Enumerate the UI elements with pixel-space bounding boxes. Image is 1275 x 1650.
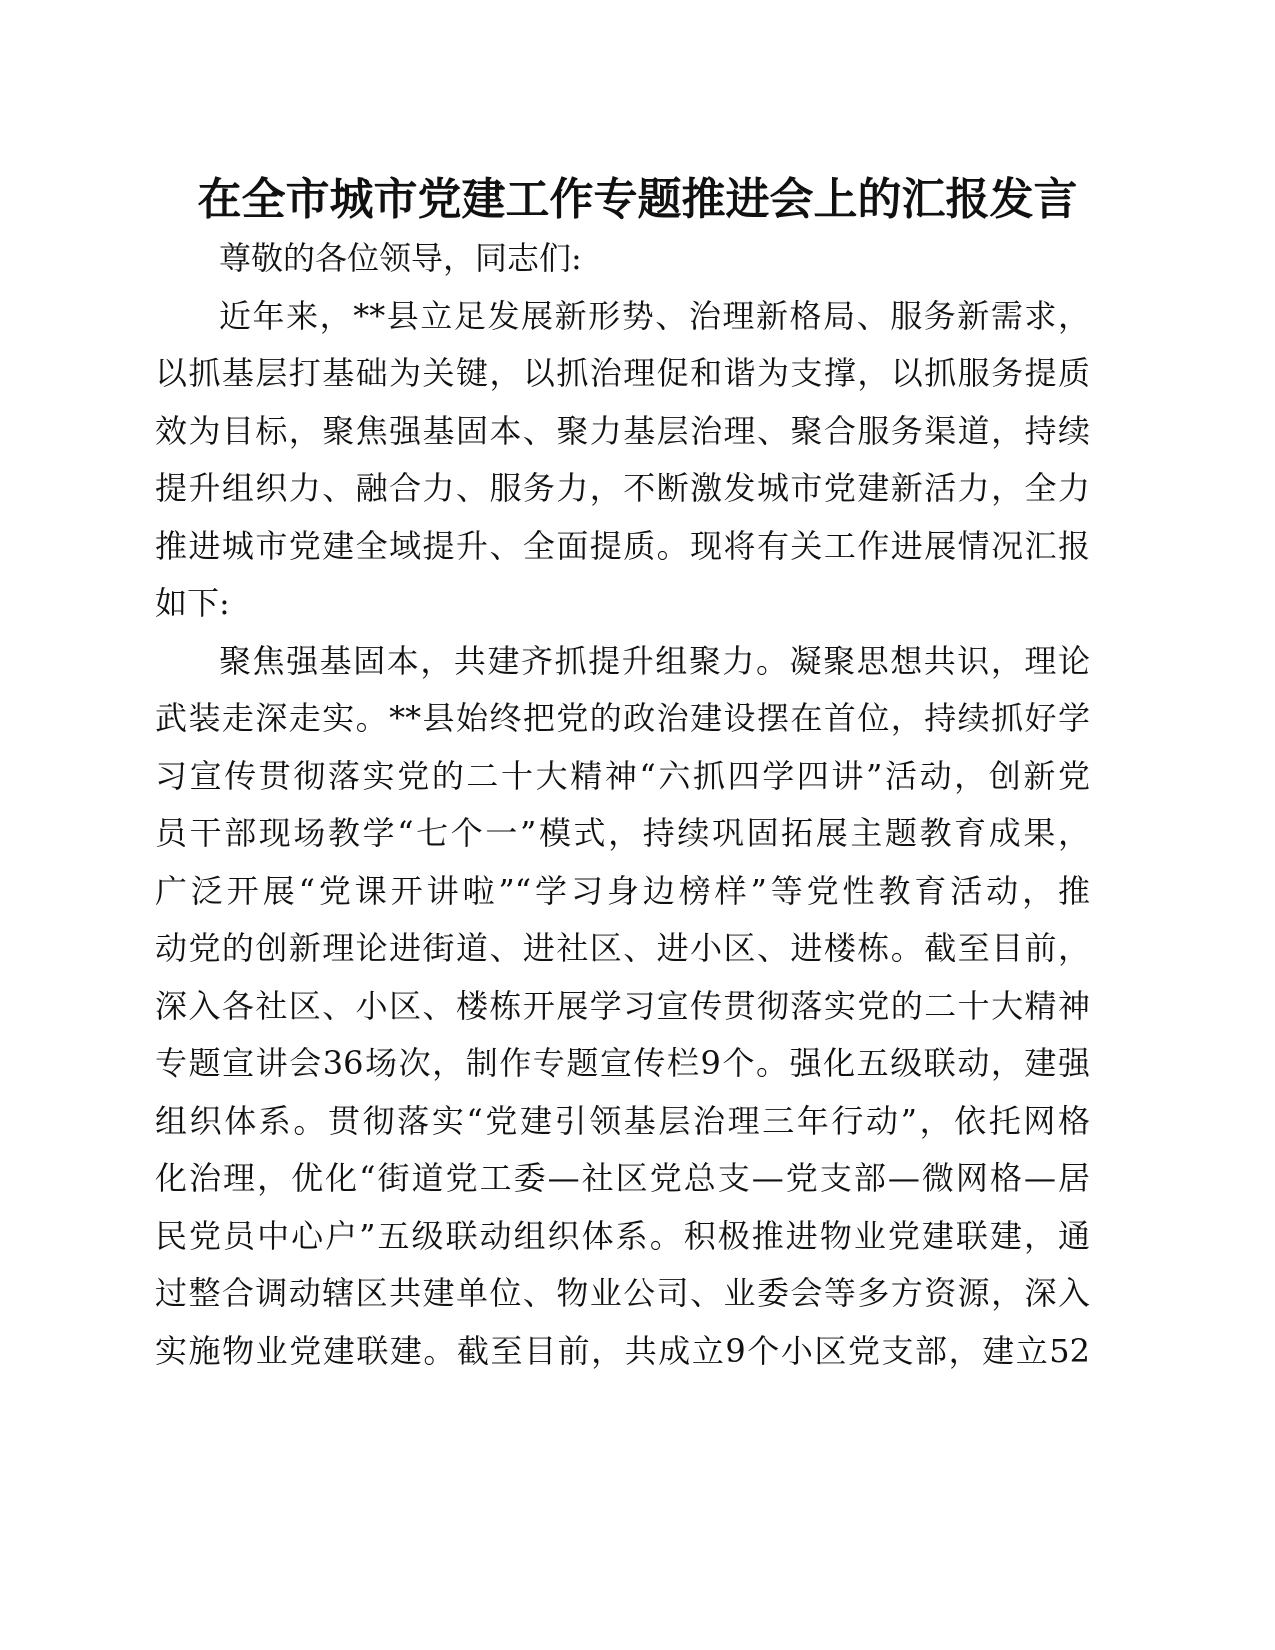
paragraph-line: 广泛开展“党课开讲啦”“学习身边榜样”等党性教育活动，推 <box>155 871 1090 910</box>
paragraph-line: 专题宣讲会36场次，制作专题宣传栏9个。强化五级联动，建强 <box>155 1044 1090 1082</box>
document-title: 在全市城市党建工作专题推进会上的汇报发言 <box>197 174 1078 225</box>
paragraph-line: 尊敬的各位领导，同志们: <box>219 239 582 277</box>
paragraph-line: 近年来，**县立足发展新形势、治理新格局、服务新需求， <box>219 296 1090 335</box>
paragraph-line: 如下: <box>155 584 230 622</box>
paragraph-line: 化治理，优化“街道党工委—社区党总支—党支部—微网格—居 <box>155 1159 1090 1197</box>
paragraph-line: 动党的创新理论进街道、进社区、进小区、进楼栋。截至目前， <box>155 929 1090 967</box>
paragraph-line: 效为目标，聚焦强基固本、聚力基层治理、聚合服务渠道，持续 <box>155 411 1090 450</box>
paragraph-line: 武装走深走实。**县始终把党的政治建设摆在首位，持续抓好学 <box>155 699 1090 737</box>
paragraph-line: 以抓基层打基础为关键，以抓治理促和谐为支撑，以抓服务提质 <box>155 354 1090 392</box>
paragraph-line: 民党员中心户”五级联动组织体系。积极推进物业党建联建，通 <box>155 1216 1090 1255</box>
paragraph-line: 深入各社区、小区、楼栋开展学习宣传贯彻落实党的二十大精神 <box>155 986 1090 1025</box>
paragraph-line: 员干部现场教学“七个一”模式，持续巩固拓展主题教育成果， <box>155 814 1090 852</box>
paragraph-line: 组织体系。贯彻落实“党建引领基层治理三年行动”，依托网格 <box>155 1101 1090 1140</box>
paragraph-line: 实施物业党建联建。截至目前，共成立9个小区党支部，建立52 <box>155 1331 1090 1370</box>
paragraph-line: 过整合调动辖区共建单位、物业公司、业委会等多方资源，深入 <box>155 1274 1090 1312</box>
paragraph-line: 习宣传贯彻落实党的二十大精神“六抓四学四讲”活动，创新党 <box>155 756 1090 795</box>
paragraph-line: 提升组织力、融合力、服务力，不断激发城市党建新活力，全力 <box>155 469 1090 507</box>
paragraph-line: 聚焦强基固本，共建齐抓提升组聚力。凝聚思想共识，理论 <box>219 641 1090 680</box>
paragraph-line: 推进城市党建全域提升、全面提质。现将有关工作进展情况汇报 <box>155 526 1090 565</box>
document-body <box>155 230 1090 1380</box>
